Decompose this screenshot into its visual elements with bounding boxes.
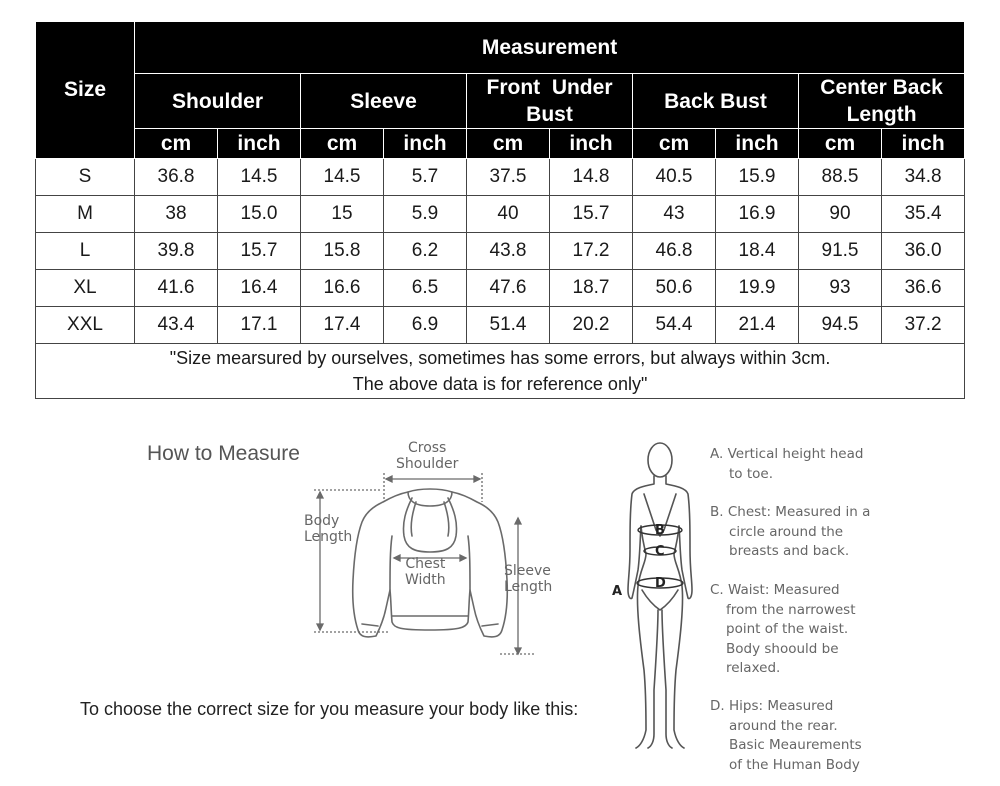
- value-cell: 16.9: [716, 196, 799, 233]
- value-cell: 36.0: [882, 233, 965, 270]
- letter-b: B: [655, 523, 665, 538]
- human-body-diagram: [600, 430, 710, 760]
- value-cell: 15: [301, 196, 384, 233]
- size-cell: M: [36, 196, 135, 233]
- value-cell: 93: [799, 270, 882, 307]
- letter-d: D: [655, 576, 666, 591]
- value-cell: 54.4: [633, 307, 716, 344]
- value-cell: 36.6: [882, 270, 965, 307]
- value-cell: 91.5: [799, 233, 882, 270]
- table-row: [36, 270, 965, 307]
- value-cell: 17.4: [301, 307, 384, 344]
- letter-a: A: [612, 584, 623, 599]
- value-cell: 14.8: [550, 159, 633, 196]
- value-cell: 39.8: [135, 233, 218, 270]
- table-row: [36, 233, 965, 270]
- value-cell: 6.2: [384, 233, 467, 270]
- unit-inch-header: inch: [218, 129, 301, 159]
- value-cell: 6.5: [384, 270, 467, 307]
- size-cell: L: [36, 233, 135, 270]
- value-cell: 16.6: [301, 270, 384, 307]
- value-cell: 35.4: [882, 196, 965, 233]
- note-row: [36, 344, 965, 399]
- group-header: Sleeve: [301, 74, 467, 129]
- sweater-collar: [408, 489, 452, 506]
- cross-shoulder-label: Cross Shoulder: [396, 440, 459, 472]
- legend-c: C. Waist: Measured from the narrowest point of the waist. Body shoould be relaxed.: [710, 582, 856, 676]
- group-header: Back Bust: [633, 74, 799, 129]
- value-cell: 21.4: [716, 307, 799, 344]
- table-row: [36, 307, 965, 344]
- value-cell: 38: [135, 196, 218, 233]
- value-cell: 16.4: [218, 270, 301, 307]
- unit-inch-header: inch: [550, 129, 633, 159]
- legend-a: A. Vertical height head to toe.: [710, 446, 864, 482]
- size-chart-table: [35, 21, 965, 399]
- value-cell: 50.6: [633, 270, 716, 307]
- value-cell: 94.5: [799, 307, 882, 344]
- chest-width-label: Chest Width: [405, 556, 446, 588]
- value-cell: 40: [467, 196, 550, 233]
- size-cell: S: [36, 159, 135, 196]
- value-cell: 36.8: [135, 159, 218, 196]
- table-body: [36, 159, 965, 399]
- head-outline: [648, 443, 672, 477]
- value-cell: 19.9: [716, 270, 799, 307]
- unit-inch-header: inch: [882, 129, 965, 159]
- value-cell: 17.2: [550, 233, 633, 270]
- value-cell: 15.7: [550, 196, 633, 233]
- unit-cm-header: cm: [135, 129, 218, 159]
- value-cell: 51.4: [467, 307, 550, 344]
- disclaimer-note: "Size mearsured by ourselves, sometimes has some errors, but always within 3cm. The above data is for reference only": [36, 344, 965, 399]
- unit-cm-header: cm: [633, 129, 716, 159]
- value-cell: 37.2: [882, 307, 965, 344]
- unit-inch-header: inch: [716, 129, 799, 159]
- value-cell: 18.4: [716, 233, 799, 270]
- value-cell: 15.8: [301, 233, 384, 270]
- value-cell: 37.5: [467, 159, 550, 196]
- unit-cm-header: cm: [301, 129, 384, 159]
- table-header: [36, 22, 965, 159]
- unit-cm-header: cm: [467, 129, 550, 159]
- size-column-header: Size: [36, 22, 135, 159]
- units-row: [36, 129, 965, 159]
- value-cell: 40.5: [633, 159, 716, 196]
- value-cell: 46.8: [633, 233, 716, 270]
- sweater-diagram: [290, 440, 570, 665]
- value-cell: 34.8: [882, 159, 965, 196]
- value-cell: 43.8: [467, 233, 550, 270]
- legend-d: D. Hips: Measured around the rear. Basic Meaurements of the Human Body: [710, 698, 862, 773]
- size-cell: XL: [36, 270, 135, 307]
- value-cell: 18.7: [550, 270, 633, 307]
- unit-cm-header: cm: [799, 129, 882, 159]
- value-cell: 6.9: [384, 307, 467, 344]
- value-cell: 15.0: [218, 196, 301, 233]
- body-length-label: Body Length: [304, 513, 353, 545]
- value-cell: 14.5: [218, 159, 301, 196]
- sleeve-length-label: Sleeve Length: [504, 563, 553, 595]
- group-header: Shoulder: [135, 74, 301, 129]
- table-row: [36, 196, 965, 233]
- how-to-measure-title: How to Measure: [147, 442, 300, 465]
- group-header: Front Under Bust: [467, 74, 633, 129]
- value-cell: 20.2: [550, 307, 633, 344]
- instruction-text: To choose the correct size for you measure your body like this:: [80, 699, 579, 719]
- value-cell: 43.4: [135, 307, 218, 344]
- measurement-groups-row: [36, 74, 965, 129]
- letter-c: C: [655, 544, 665, 559]
- value-cell: 15.7: [218, 233, 301, 270]
- value-cell: 5.7: [384, 159, 467, 196]
- value-cell: 90: [799, 196, 882, 233]
- unit-inch-header: inch: [384, 129, 467, 159]
- value-cell: 43: [633, 196, 716, 233]
- value-cell: 15.9: [716, 159, 799, 196]
- size-cell: XXL: [36, 307, 135, 344]
- value-cell: 41.6: [135, 270, 218, 307]
- table-row: [36, 159, 965, 196]
- value-cell: 47.6: [467, 270, 550, 307]
- value-cell: 88.5: [799, 159, 882, 196]
- legend-b: B. Chest: Measured in a circle around the breasts and back.: [710, 504, 871, 559]
- value-cell: 5.9: [384, 196, 467, 233]
- value-cell: 17.1: [218, 307, 301, 344]
- measurement-header: Measurement: [135, 22, 965, 74]
- value-cell: 14.5: [301, 159, 384, 196]
- group-header: Center Back Length: [799, 74, 965, 129]
